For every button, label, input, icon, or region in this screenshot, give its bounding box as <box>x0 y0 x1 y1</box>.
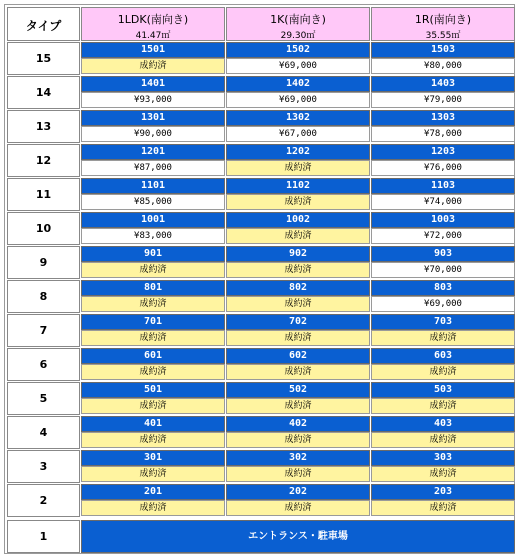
floor-label-1 <box>7 520 80 553</box>
floor-number: 13 <box>35 120 52 133</box>
status-sold-801: 成約済 <box>81 296 225 312</box>
floor-number: 12 <box>35 154 52 167</box>
floor-number: 5 <box>39 392 48 405</box>
rent-price-1502: ¥69,000 <box>226 58 370 74</box>
room-number-403: 403 <box>371 416 515 432</box>
room-number-902: 902 <box>226 246 370 262</box>
status-sold-502: 成約済 <box>226 398 370 414</box>
status-sold-401: 成約済 <box>81 432 225 448</box>
room-number-901: 901 <box>81 246 225 262</box>
rent-price-803: ¥69,000 <box>371 296 515 312</box>
room-number-202: 202 <box>226 484 370 500</box>
room-number-1402: 1402 <box>226 76 370 92</box>
status-sold-301: 成約済 <box>81 466 225 482</box>
entrance-parking-cell: エントランス・駐車場 <box>81 520 515 553</box>
header-column-area: 35.55㎡ <box>425 31 461 41</box>
floor-label-4 <box>7 416 80 449</box>
floor-number: 2 <box>39 494 48 507</box>
floor-label-7 <box>7 314 80 347</box>
room-number-1502: 1502 <box>226 42 370 58</box>
room-number-701: 701 <box>81 314 225 330</box>
floor-number: 7 <box>39 324 48 337</box>
rent-price-1402: ¥69,000 <box>226 92 370 108</box>
status-sold-202: 成約済 <box>226 500 370 516</box>
header-column-name: 1LDK(南向き) <box>117 13 189 26</box>
floor-number: 8 <box>39 290 48 303</box>
room-number-501: 501 <box>81 382 225 398</box>
rent-price-1303: ¥78,000 <box>371 126 515 142</box>
room-number-402: 402 <box>226 416 370 432</box>
floor-number: 4 <box>39 426 48 439</box>
floor-number: 14 <box>35 86 52 99</box>
room-number-602: 602 <box>226 348 370 364</box>
room-number-1303: 1303 <box>371 110 515 126</box>
floor-label-11 <box>7 178 80 211</box>
room-number-1103: 1103 <box>371 178 515 194</box>
rent-price-1301: ¥90,000 <box>81 126 225 142</box>
floor-label-13 <box>7 110 80 143</box>
status-sold-403: 成約済 <box>371 432 515 448</box>
floor-label-12 <box>7 144 80 177</box>
rent-price-1203: ¥76,000 <box>371 160 515 176</box>
floor-label-10 <box>7 212 80 245</box>
rent-price-903: ¥70,000 <box>371 262 515 278</box>
header-column-1k <box>226 7 370 41</box>
status-sold-201: 成約済 <box>81 500 225 516</box>
status-sold-902: 成約済 <box>226 262 370 278</box>
vacancy-table <box>4 4 515 554</box>
header-column-1ldk <box>81 7 225 41</box>
status-sold-1002: 成約済 <box>226 228 370 244</box>
header-type-label: タイプ <box>25 19 62 33</box>
room-number-603: 603 <box>371 348 515 364</box>
status-sold-1202: 成約済 <box>226 160 370 176</box>
room-number-303: 303 <box>371 450 515 466</box>
room-number-1401: 1401 <box>81 76 225 92</box>
header-column-area: 41.47㎡ <box>135 31 171 41</box>
status-sold-1501: 成約済 <box>81 58 225 74</box>
status-sold-601: 成約済 <box>81 364 225 380</box>
room-number-502: 502 <box>226 382 370 398</box>
room-number-1203: 1203 <box>371 144 515 160</box>
status-sold-603: 成約済 <box>371 364 515 380</box>
floor-label-15 <box>7 42 80 75</box>
room-number-203: 203 <box>371 484 515 500</box>
floor-number: 3 <box>39 460 48 473</box>
floor-number: 15 <box>35 52 52 65</box>
status-sold-303: 成約済 <box>371 466 515 482</box>
room-number-302: 302 <box>226 450 370 466</box>
header-column-name: 1R(南向き) <box>414 13 472 26</box>
room-number-301: 301 <box>81 450 225 466</box>
rent-price-1302: ¥67,000 <box>226 126 370 142</box>
floor-number: 9 <box>39 256 48 269</box>
status-sold-302: 成約済 <box>226 466 370 482</box>
room-number-1201: 1201 <box>81 144 225 160</box>
room-number-801: 801 <box>81 280 225 296</box>
header-column-area: 29.30㎡ <box>280 31 316 41</box>
rent-price-1401: ¥93,000 <box>81 92 225 108</box>
status-sold-203: 成約済 <box>371 500 515 516</box>
rent-price-1103: ¥74,000 <box>371 194 515 210</box>
room-number-1301: 1301 <box>81 110 225 126</box>
status-sold-901: 成約済 <box>81 262 225 278</box>
rent-price-1201: ¥87,000 <box>81 160 225 176</box>
status-sold-701: 成約済 <box>81 330 225 346</box>
room-number-803: 803 <box>371 280 515 296</box>
floor-label-5 <box>7 382 80 415</box>
room-number-1101: 1101 <box>81 178 225 194</box>
room-number-503: 503 <box>371 382 515 398</box>
rent-price-1403: ¥79,000 <box>371 92 515 108</box>
room-number-1501: 1501 <box>81 42 225 58</box>
floor-label-8 <box>7 280 80 313</box>
floor-label-3 <box>7 450 80 483</box>
status-sold-1102: 成約済 <box>226 194 370 210</box>
floor-number: 1 <box>39 530 48 543</box>
rent-price-1101: ¥85,000 <box>81 194 225 210</box>
status-sold-703: 成約済 <box>371 330 515 346</box>
status-sold-503: 成約済 <box>371 398 515 414</box>
rent-price-1003: ¥72,000 <box>371 228 515 244</box>
room-number-702: 702 <box>226 314 370 330</box>
header-column-1r <box>371 7 515 41</box>
room-number-401: 401 <box>81 416 225 432</box>
header-column-name: 1K(南向き) <box>270 13 326 26</box>
floor-number: 10 <box>35 222 52 235</box>
room-number-903: 903 <box>371 246 515 262</box>
room-number-703: 703 <box>371 314 515 330</box>
floor-number: 6 <box>39 358 48 371</box>
room-number-1002: 1002 <box>226 212 370 228</box>
room-number-201: 201 <box>81 484 225 500</box>
room-number-1403: 1403 <box>371 76 515 92</box>
room-number-1202: 1202 <box>226 144 370 160</box>
room-number-1302: 1302 <box>226 110 370 126</box>
room-number-802: 802 <box>226 280 370 296</box>
rent-price-1001: ¥83,000 <box>81 228 225 244</box>
room-number-601: 601 <box>81 348 225 364</box>
room-number-1503: 1503 <box>371 42 515 58</box>
status-sold-402: 成約済 <box>226 432 370 448</box>
room-number-1001: 1001 <box>81 212 225 228</box>
status-sold-702: 成約済 <box>226 330 370 346</box>
room-number-1102: 1102 <box>226 178 370 194</box>
status-sold-802: 成約済 <box>226 296 370 312</box>
floor-label-6 <box>7 348 80 381</box>
floor-label-14 <box>7 76 80 109</box>
floor-number: 11 <box>35 188 52 201</box>
floor-label-2 <box>7 484 80 517</box>
header-type-cell <box>7 7 80 41</box>
rent-price-1503: ¥80,000 <box>371 58 515 74</box>
floor-label-9 <box>7 246 80 279</box>
status-sold-501: 成約済 <box>81 398 225 414</box>
room-number-1003: 1003 <box>371 212 515 228</box>
status-sold-602: 成約済 <box>226 364 370 380</box>
